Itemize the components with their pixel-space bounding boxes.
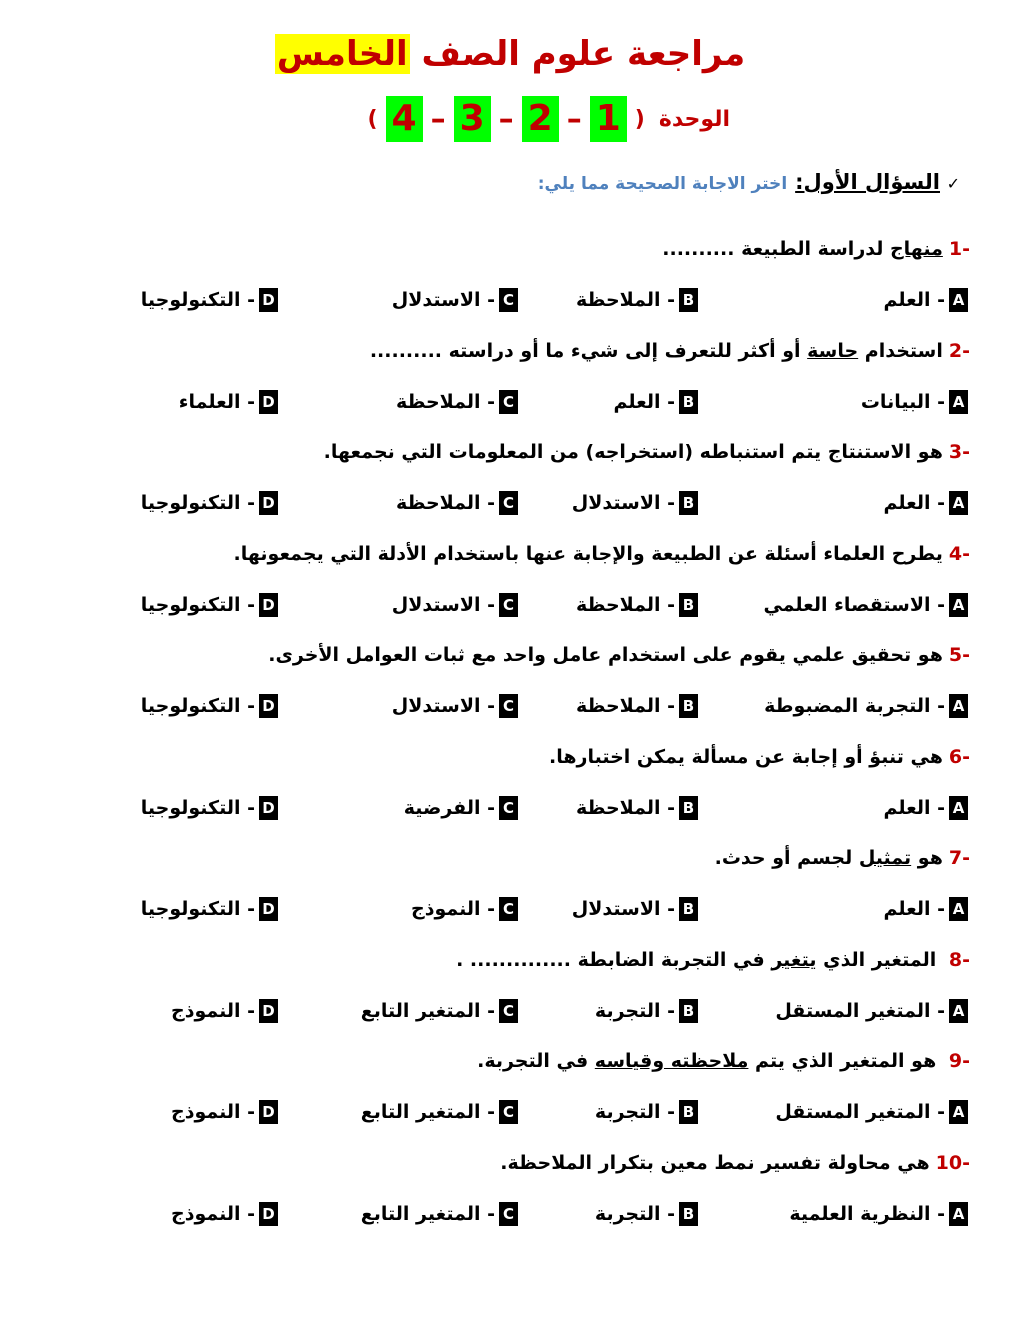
question-text	[70, 238, 970, 260]
option-letter-badge: C	[499, 491, 518, 515]
options-row	[88, 1100, 968, 1130]
option-letter-badge: D	[259, 1100, 278, 1124]
option-letter-badge: B	[679, 390, 698, 414]
option-letter-badge: D	[259, 796, 278, 820]
option-letter-badge: B	[679, 491, 698, 515]
unit-number-3: 3	[454, 96, 491, 142]
option-letter-badge: C	[499, 1100, 518, 1124]
options-row	[88, 1202, 968, 1232]
option-letter-badge: D	[259, 491, 278, 515]
question-text-part: في التجربة.	[477, 1050, 595, 1072]
option-text: - الاستدلال	[391, 593, 495, 616]
option-text: - الملاحظة	[575, 593, 675, 616]
unit-dash: –	[498, 101, 514, 137]
option-text: - التجربة	[594, 999, 675, 1022]
option-text: - الملاحظة	[575, 289, 675, 311]
question-underlined-word: تمثيل	[858, 847, 912, 869]
option-letter-badge: D	[259, 999, 278, 1023]
question-text-part: في التجربة الضابطة .............. .	[456, 948, 772, 971]
option-letter-badge: B	[679, 1202, 698, 1226]
question-text-part: لجسم أو حدث.	[714, 847, 859, 869]
question-underlined-word: منهاج	[889, 238, 943, 260]
option-text: - النموذج	[171, 999, 255, 1022]
option-text: - الملاحظة	[575, 695, 675, 717]
answer-option-b[interactable]	[576, 796, 698, 820]
answer-option-a[interactable]	[764, 694, 968, 718]
question-number: -7	[948, 847, 970, 869]
option-text: - الاستدلال	[391, 289, 495, 311]
answer-option-c[interactable]	[392, 694, 518, 718]
question-text-part: استخدام	[858, 339, 943, 362]
question-text-part: لدراسة الطبيعة ..........	[662, 238, 890, 260]
option-letter-badge: B	[679, 288, 698, 312]
option-text: - الاستدلال	[571, 492, 675, 514]
question-text	[70, 1050, 970, 1072]
question-number: -1	[948, 238, 970, 260]
unit-open-paren: (	[634, 106, 645, 132]
question-text	[70, 746, 970, 768]
option-letter-badge: C	[499, 1202, 518, 1226]
option-letter-badge: B	[679, 999, 698, 1023]
answer-option-d[interactable]	[141, 694, 278, 718]
option-letter-badge: C	[499, 288, 518, 312]
option-text: - النظرية العلمية	[789, 1202, 945, 1225]
option-letter-badge: C	[499, 796, 518, 820]
option-letter-badge: B	[679, 796, 698, 820]
unit-number-2: 2	[522, 96, 559, 142]
option-text: - الملاحظة	[575, 796, 675, 819]
question-text-part: هو المتغير الذي يتم	[748, 1050, 943, 1072]
question-number: -6	[948, 745, 970, 768]
checkmark-icon: ✓	[946, 174, 960, 193]
option-text: - المتغير المستقل	[775, 1101, 945, 1123]
option-letter-badge: A	[949, 390, 968, 414]
answer-option-d[interactable]	[141, 593, 278, 617]
question-text	[70, 847, 970, 869]
answer-option-b[interactable]	[576, 288, 698, 312]
option-letter-badge: A	[949, 796, 968, 820]
question-text	[70, 1152, 970, 1174]
option-text: - البيانات	[860, 390, 945, 413]
option-text: - المتغير التابع	[360, 999, 495, 1022]
question-text	[70, 543, 970, 565]
option-letter-badge: B	[679, 897, 698, 921]
options-row	[88, 999, 968, 1029]
options-row	[88, 796, 968, 826]
option-text: - التكنولوجيا	[140, 492, 255, 514]
option-text: - العلم	[883, 492, 945, 514]
option-text: - النموذج	[171, 1202, 255, 1225]
answer-option-a[interactable]	[775, 999, 968, 1023]
option-letter-badge: A	[949, 1100, 968, 1124]
option-letter-badge: C	[499, 897, 518, 921]
option-text: - التكنولوجيا	[140, 289, 255, 311]
answer-option-c[interactable]	[361, 999, 518, 1023]
answer-option-a[interactable]	[883, 796, 968, 820]
option-text: - النموذج	[171, 1101, 255, 1123]
answer-option-b[interactable]	[572, 491, 698, 515]
answer-option-b[interactable]	[595, 1100, 698, 1124]
answer-option-c[interactable]	[411, 897, 518, 921]
option-letter-badge: A	[949, 999, 968, 1023]
options-row	[88, 288, 968, 318]
answer-option-a[interactable]	[775, 1100, 968, 1124]
answer-option-b[interactable]	[576, 593, 698, 617]
answer-option-b[interactable]	[572, 897, 698, 921]
option-text: - التجربة	[594, 1202, 675, 1225]
unit-word: الوحدة	[658, 106, 730, 132]
answer-option-c[interactable]	[392, 288, 518, 312]
answer-option-c[interactable]	[396, 491, 518, 515]
unit-number-1: 1	[590, 96, 627, 142]
option-letter-badge: A	[949, 288, 968, 312]
question-text	[70, 340, 970, 362]
option-letter-badge: B	[679, 593, 698, 617]
option-text: - التكنولوجيا	[140, 695, 255, 717]
question-text-part: المتغير الذي	[816, 948, 943, 971]
option-letter-badge: A	[949, 593, 968, 617]
answer-option-b[interactable]	[613, 390, 698, 414]
unit-dash: –	[566, 101, 582, 137]
question-text-part: أو أكثر للتعرف إلى شيء ما أو دراسته ..........	[369, 339, 808, 362]
question-text-part: هو تحقيق علمي يقوم على استخدام عامل واحد مع ثبات العوامل الأخرى.	[268, 644, 943, 666]
option-letter-badge: D	[259, 694, 278, 718]
title-highlight: الخامس	[276, 34, 408, 74]
options-row	[88, 390, 968, 420]
question-text	[70, 441, 970, 463]
option-letter-badge: B	[679, 694, 698, 718]
option-text: - التكنولوجيا	[140, 796, 255, 819]
option-text: - العلماء	[178, 390, 255, 413]
answer-option-a[interactable]	[861, 390, 968, 414]
unit-line	[300, 96, 730, 142]
question-underlined-word: ملاحظته وقياسه	[594, 1050, 749, 1072]
question-number: -2	[948, 339, 970, 362]
option-letter-badge: A	[949, 897, 968, 921]
answer-option-a[interactable]	[763, 593, 968, 617]
question-number: -5	[948, 644, 970, 666]
answer-option-b[interactable]	[576, 694, 698, 718]
answer-option-a[interactable]	[883, 491, 968, 515]
option-letter-badge: A	[949, 1202, 968, 1226]
option-letter-badge: C	[499, 999, 518, 1023]
option-letter-badge: A	[949, 491, 968, 515]
options-row	[88, 491, 968, 521]
unit-close-paren: )	[367, 106, 378, 132]
answer-option-d[interactable]	[171, 1100, 278, 1124]
option-text: - المتغير التابع	[360, 1101, 495, 1123]
title-main: مراجعة علوم الصف	[421, 34, 746, 74]
option-letter-badge: C	[499, 390, 518, 414]
section-title: السؤال الأول:	[795, 170, 940, 194]
question-text-part: يطرح العلماء أسئلة عن الطبيعة والإجابة عنها باستخدام الأدلة التي يجمعونها.	[233, 542, 943, 565]
question-section-header	[538, 170, 940, 194]
answer-option-c[interactable]	[361, 1202, 518, 1226]
answer-option-d[interactable]	[141, 491, 278, 515]
question-text-part: هو الاستنتاج يتم استنباطه (استخراجه) من المعلومات التي نجمعها.	[323, 441, 943, 463]
answer-option-d[interactable]	[171, 999, 278, 1023]
option-text: - النموذج	[411, 898, 495, 920]
options-row	[88, 593, 968, 623]
unit-dash: –	[430, 101, 446, 137]
answer-option-d[interactable]	[179, 390, 278, 414]
options-row	[88, 897, 968, 927]
answer-option-c[interactable]	[361, 1100, 518, 1124]
option-text: - المتغير المستقل	[775, 999, 945, 1022]
option-letter-badge: C	[499, 694, 518, 718]
question-text-part: هو	[911, 847, 943, 869]
answer-option-a[interactable]	[883, 897, 968, 921]
option-letter-badge: A	[949, 694, 968, 718]
option-text: - التجربة المضبوطة	[764, 695, 945, 717]
answer-option-d[interactable]	[171, 1202, 278, 1226]
option-text: - الاستدلال	[391, 695, 495, 717]
option-text: - الفرضية	[403, 796, 495, 819]
option-letter-badge: C	[499, 593, 518, 617]
option-text: - العلم	[883, 796, 945, 819]
question-text-part: هي محاولة تفسير نمط معين بتكرار الملاحظة.	[500, 1151, 930, 1174]
answer-option-a[interactable]	[789, 1202, 968, 1226]
option-letter-badge: D	[259, 593, 278, 617]
question-number: -8	[948, 948, 970, 971]
option-letter-badge: D	[259, 1202, 278, 1226]
question-underlined-word: يتغير	[771, 948, 817, 971]
question-number: -10	[935, 1151, 970, 1174]
question-number: -3	[948, 441, 970, 463]
answer-option-c[interactable]	[396, 390, 518, 414]
answer-option-c[interactable]	[404, 796, 518, 820]
options-row	[88, 694, 968, 724]
question-number: -9	[948, 1050, 970, 1072]
answer-option-a[interactable]	[883, 288, 968, 312]
question-text	[70, 949, 970, 971]
option-text: - الاستدلال	[571, 898, 675, 920]
question-number: -4	[948, 542, 970, 565]
answer-option-b[interactable]	[595, 1202, 698, 1226]
answer-option-d[interactable]	[141, 288, 278, 312]
option-letter-badge: D	[259, 897, 278, 921]
option-text: - التجربة	[594, 1101, 675, 1123]
option-text: - الملاحظة	[395, 492, 495, 514]
option-text: - المتغير التابع	[360, 1202, 495, 1225]
question-text-part: هي تنبؤ أو إجابة عن مسألة يمكن اختبارها.	[548, 745, 943, 768]
option-text: - التكنولوجيا	[140, 593, 255, 616]
answer-option-d[interactable]	[141, 897, 278, 921]
option-text: - العلم	[883, 289, 945, 311]
option-letter-badge: D	[259, 390, 278, 414]
option-text: - العلم	[883, 898, 945, 920]
option-letter-badge: B	[679, 1100, 698, 1124]
option-text: - العلم	[613, 390, 675, 413]
answer-option-b[interactable]	[595, 999, 698, 1023]
answer-option-d[interactable]	[141, 796, 278, 820]
option-text: - الملاحظة	[395, 390, 495, 413]
answer-option-c[interactable]	[392, 593, 518, 617]
option-text: - التكنولوجيا	[140, 898, 255, 920]
option-text: - الاستقصاء العلمي	[763, 593, 945, 616]
page-title	[0, 28, 1020, 80]
question-underlined-word: حاسة	[807, 339, 859, 362]
question-text	[70, 644, 970, 666]
option-letter-badge: D	[259, 288, 278, 312]
unit-number-4: 4	[386, 96, 423, 142]
section-instruction: اختر الاجابة الصحيحة مما يلي:	[537, 174, 788, 194]
